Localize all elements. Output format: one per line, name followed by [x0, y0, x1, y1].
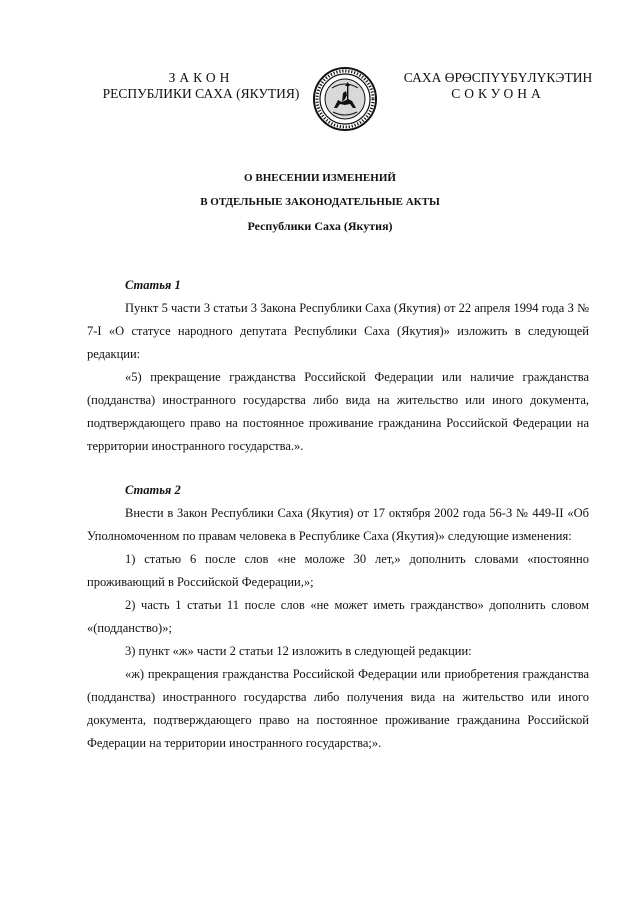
- header-right: [398, 70, 598, 102]
- article-1: [87, 274, 589, 458]
- document-header: [0, 66, 640, 132]
- article-1-heading: Статья 1: [125, 278, 181, 292]
- article-2-paragraph: «ж) прекращения гражданства Российской Федерации или приобретения гражданства (подданства) иностранного государства либо получения вида на жительство или иного документа, подтверждающего право на постоянное проживание гражданина Российской Федерации на территории иностранного государства;».: [87, 667, 589, 750]
- header-right-line2: СОКУОНА: [451, 86, 545, 101]
- article-1-paragraph: Пункт 5 части 3 статьи 3 Закона Республики Саха (Якутия) от 22 апреля 1994 года З № 7-I «О статусе народного депутата Республики Саха (Якутия)» изложить в следующей редакции:: [87, 301, 589, 361]
- article-2-item: 2) часть 1 статьи 11 после слов «не может иметь гражданство» дополнить словом «(подданство)»;: [87, 598, 589, 635]
- document-title: [0, 166, 640, 238]
- title-line3: Республики Саха (Якутия): [247, 219, 393, 233]
- article-1-paragraph: «5) прекращение гражданства Российской Федерации или наличие гражданства (подданства) иностранного государства либо вида на жительство или иного документа, подтверждающего право на постоянное проживание гражданина Российской Федерации на территории иностранного государства.».: [87, 370, 589, 453]
- coat-of-arms-emblem-icon: [312, 66, 378, 132]
- article-2-item: 1) статью 6 после слов «не моложе 30 лет,» дополнить словами «постоянно проживающий в Российской Федерации,»;: [87, 552, 589, 589]
- header-left: [96, 70, 306, 102]
- title-line2: В ОТДЕЛЬНЫЕ ЗАКОНОДАТЕЛЬНЫЕ АКТЫ: [200, 196, 440, 208]
- header-right-line1: САХА ӨРӨСПҮҮБҮЛҮКЭТИН: [403, 70, 593, 85]
- title-line1: О ВНЕСЕНИИ ИЗМЕНЕНИЙ: [244, 172, 396, 184]
- article-2-paragraph: Внести в Закон Республики Саха (Якутия) от 17 октября 2002 года 56-З № 449-II «Об Уполномоченном по правам человека в Республике Саха (Якутия)» следующие изменения:: [87, 506, 589, 543]
- header-law-word: ЗАКОН: [168, 70, 234, 85]
- article-2: [87, 479, 589, 755]
- header-republic-name: РЕСПУБЛИКИ САХА (ЯКУТИЯ): [102, 86, 300, 101]
- article-2-heading: Статья 2: [125, 483, 181, 497]
- article-2-item: 3) пункт «ж» части 2 статьи 12 изложить в следующей редакции:: [125, 644, 472, 658]
